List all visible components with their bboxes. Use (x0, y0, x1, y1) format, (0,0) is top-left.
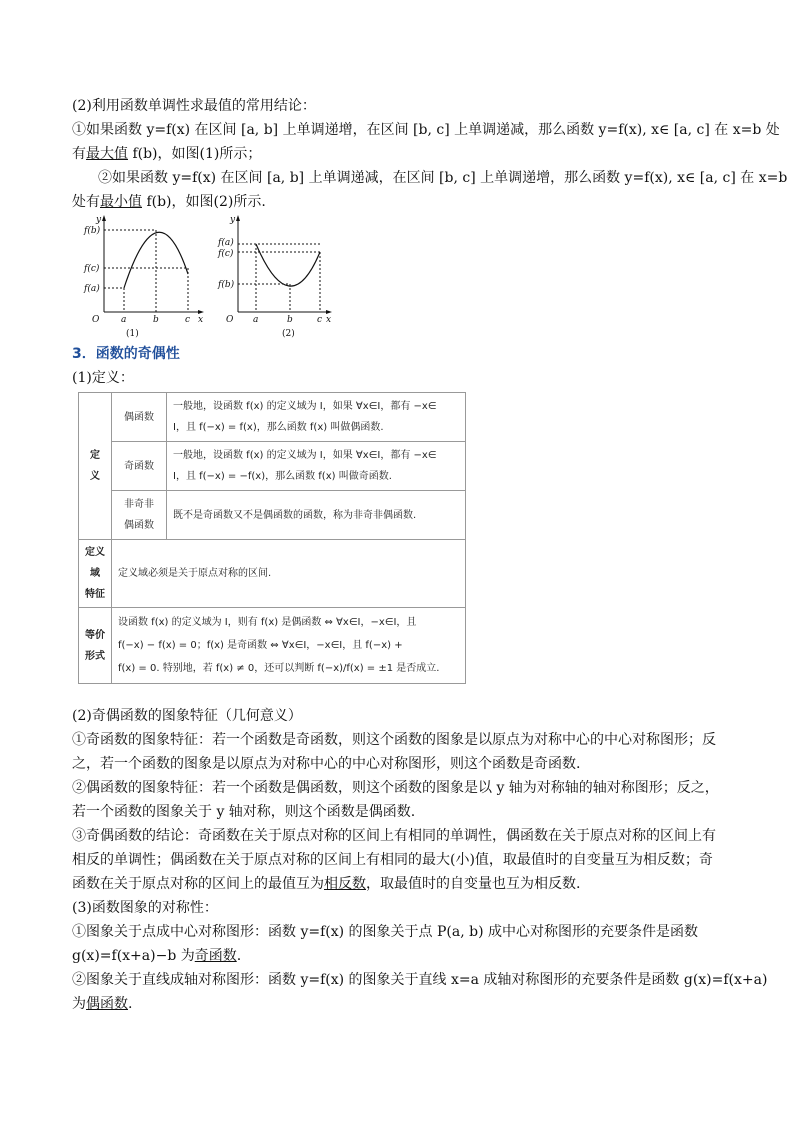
graph-features-l2: 之，若一个函数的图象是以原点为对称中心的中心对称图形，则这个函数是奇函数. (72, 756, 581, 772)
underlined-term-max: 最大值 (86, 146, 128, 162)
domain-header-2: 特征 (85, 589, 105, 600)
symmetry-l4 (72, 994, 724, 1014)
label-x: x (198, 315, 204, 325)
text-fragment: g(x)=f(x+a)−b 为 (72, 948, 195, 964)
equiv-header-1: 等价 (85, 629, 105, 641)
text-fragment: ，取最值时的自变量也互为相反数. (366, 876, 581, 892)
y-axis-arrow (236, 215, 240, 221)
odd-text-cell (167, 442, 466, 491)
equiv-header-2: 形式 (85, 650, 105, 662)
graph-2 (216, 212, 336, 338)
table-row (79, 393, 466, 442)
mono-item2-line2 (72, 192, 724, 212)
section-heading: 3．函数的奇偶性 (72, 346, 180, 362)
label-fc: f(c) (218, 249, 234, 259)
y-axis-arrow (102, 215, 106, 221)
neither-label-2: 偶函数 (124, 520, 154, 531)
label-origin: O (226, 315, 234, 325)
odd-text-2: I，且 f(−x) = −f(x)，那么函数 f(x) 叫做奇函数. (173, 471, 392, 482)
table-row (79, 540, 466, 608)
domain-text: 定义域必须是关于原点对称的区间. (112, 540, 466, 608)
label-a: a (121, 315, 127, 325)
text-fragment: f(b)，如图(2)所示. (142, 194, 266, 210)
caption-1: (1) (126, 329, 139, 338)
def-header-cell (79, 393, 112, 540)
symmetry-l1: ①图象关于点成中心对称图形：函数 y=f(x) 的图象关于点 P(a, b) 成中心对称图形的充要条件是函数 (72, 924, 698, 940)
text-fragment: 为 (72, 996, 86, 1012)
underlined-term-odd: 奇函数 (194, 948, 237, 964)
text-fragment: 有 (72, 146, 86, 162)
label-y: y (96, 215, 102, 225)
equiv-text-3: f(x) = 0. 特别地，若 f(x) ≠ 0，还可以判断 f(−x)/f(x) = ±1 是否成立. (118, 663, 440, 674)
neither-label-1: 非奇非 (124, 499, 154, 510)
symmetry-l2 (72, 946, 724, 966)
graph-features-l5: ③奇偶函数的结论：奇函数在关于原点对称的区间上有相同的单调性，偶函数在关于原点对称的区间上有 (72, 828, 716, 844)
even-label: 偶函数 (112, 393, 167, 442)
graph-features-l4: 若一个函数的图象关于 y 轴对称，则这个函数是偶函数. (72, 804, 416, 820)
text-fragment: f(b)，如图(1)所示； (128, 146, 262, 162)
text-fragment: . (128, 996, 133, 1012)
symmetry-title: (3)函数图象的对称性： (72, 900, 218, 916)
graph-features-l3: ②偶函数的图象特征：若一个函数是偶函数，则这个函数的图象是以 y 轴为对称轴的轴对称图形；反之， (72, 780, 719, 796)
def-header: 定 义 (90, 450, 100, 482)
label-fc: f(c) (84, 264, 100, 274)
odd-text-1: 一般地，设函数 f(x) 的定义域为 I，如果 ∀x∈I，都有 −x∈ (173, 450, 437, 461)
caption-2: (2) (282, 329, 295, 338)
equiv-header-cell (79, 608, 112, 684)
equiv-text-1: 设函数 f(x) 的定义域为 I，则有 f(x) 是偶函数 ⇔ ∀x∈I，−x∈I，且 (118, 617, 417, 628)
label-c: c (185, 315, 191, 325)
label-b: b (153, 315, 159, 325)
table-row (79, 608, 466, 684)
mono-item1-line1: ①如果函数 y=f(x) 在区间 [a, b] 上单调递增，在区间 [b, c] 上单调递减，那么函数 y=f(x), x∈ [a, c] 在 x=b 处 (72, 122, 780, 138)
label-fa: f(a) (218, 238, 234, 248)
graph-1 (80, 212, 210, 338)
label-fb: f(b) (84, 226, 101, 236)
equiv-text-2: f(−x) − f(x) = 0；f(x) 是奇函数 ⇔ ∀x∈I，−x∈I，且 f(−x) + (118, 640, 403, 651)
equiv-text-cell (112, 608, 466, 684)
label-y: y (230, 215, 236, 225)
neither-text: 既不是奇函数又不是偶函数的函数，称为非奇非偶函数. (167, 491, 466, 540)
even-text-2: I，且 f(−x) = f(x)，那么函数 f(x) 叫做偶函数. (173, 422, 384, 433)
mono-title: (2)利用函数单调性求最值的常用结论： (72, 98, 316, 114)
domain-header-cell (79, 540, 112, 608)
x-axis-arrow (198, 310, 204, 314)
text-fragment: . (236, 948, 242, 964)
label-fb: f(b) (218, 280, 235, 290)
label-a: a (253, 315, 259, 325)
underlined-term-min: 最小值 (100, 194, 142, 210)
label-x: x (326, 315, 332, 325)
text-fragment: 处有 (72, 194, 100, 210)
even-text-1: 一般地，设函数 f(x) 的定义域为 I，如果 ∀x∈I，都有 −x∈ (173, 401, 437, 412)
table-row (79, 491, 466, 540)
underlined-term-opposite: 相反数 (324, 876, 366, 892)
graph-features-l6: 相反的单调性；偶函数在关于原点对称的区间上有相同的最大(小)值，取最值时的自变量互为相反数；奇 (72, 852, 713, 868)
domain-header-1: 定义域 (85, 547, 105, 579)
mono-item1-line2 (72, 144, 724, 164)
curve-min (256, 244, 320, 286)
odd-label: 奇函数 (112, 442, 167, 491)
label-c: c (317, 315, 323, 325)
mono-item2-line1: ②如果函数 y=f(x) 在区间 [a, b] 上单调递减，在区间 [b, c] 上单调递增，那么函数 y=f(x), x∈ [a, c] 在 x=b (98, 170, 788, 186)
even-text-cell (167, 393, 466, 442)
table-row (79, 442, 466, 491)
label-origin: O (92, 315, 100, 325)
neither-label-cell (112, 491, 167, 540)
underlined-term-even: 偶函数 (86, 996, 128, 1012)
x-axis-arrow (326, 310, 332, 314)
label-b: b (287, 315, 293, 325)
graph-features-l7 (72, 874, 724, 894)
label-fa: f(a) (84, 284, 100, 294)
definition-table (78, 392, 466, 684)
symmetry-l3: ②图象关于直线成轴对称图形：函数 y=f(x) 的图象关于直线 x=a 成轴对称图形的充要条件是函数 g(x)=f(x+a) (72, 972, 768, 988)
graph-features-title: (2)奇偶函数的图象特征（几何意义） (72, 708, 302, 724)
text-fragment: 函数在关于原点对称的区间上的最值互为 (72, 876, 324, 892)
definition-title: (1)定义： (72, 370, 134, 386)
graph-features-l1: ①奇函数的图象特征：若一个函数是奇函数，则这个函数的图象是以原点为对称中心的中心对称图形；反 (72, 732, 716, 748)
